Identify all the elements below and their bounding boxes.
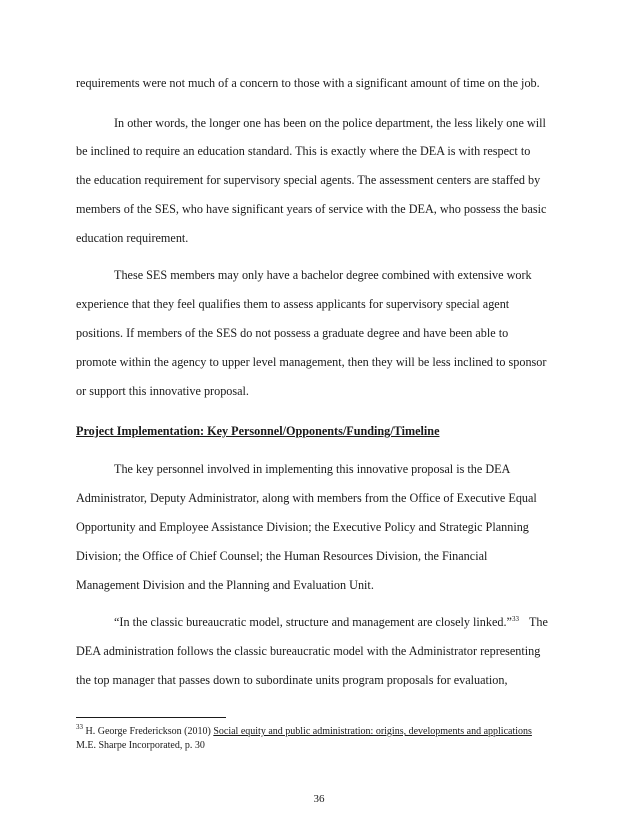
footnote-number: 33 <box>76 723 83 731</box>
body-line: be inclined to require an education standard. This is exactly where the DEA is with respect to <box>76 144 531 158</box>
body-line: members of the SES, who have significant years of service with the DEA, who possess the basic <box>76 202 547 216</box>
body-line: Opportunity and Employee Assistance Division; the Executive Policy and Strategic Planning <box>76 520 529 534</box>
body-line: experience that they feel qualifies them to assess applicants for supervisory special agent <box>76 297 510 311</box>
body-line: the top manager that passes down to subordinate units program proposals for evaluation, <box>76 673 508 687</box>
body-line: positions. If members of the SES do not possess a graduate degree and have been able to <box>76 326 509 340</box>
footnote-ref: 33 <box>511 615 519 623</box>
quote-continuation: The <box>528 615 548 629</box>
quote-line <box>114 615 548 629</box>
body-line: promote within the agency to upper level management, then they will be less inclined to sponsor <box>76 355 547 369</box>
body-line: The key personnel involved in implementing this innovative proposal is the DEA <box>114 462 511 476</box>
footnote-divider <box>76 717 226 718</box>
body-line: requirements were not much of a concern to those with a significant amount of time on the job. <box>76 76 540 90</box>
body-line: Management Division and the Planning and Evaluation Unit. <box>76 578 374 592</box>
footnote-author: H. George Frederickson (2010) <box>85 726 211 737</box>
body-line: Administrator, Deputy Administrator, along with members from the Office of Executive Equal <box>76 491 537 505</box>
body-line: DEA administration follows the classic bureaucratic model with the Administrator representing <box>76 644 541 658</box>
footnote <box>76 723 532 738</box>
body-line: These SES members may only have a bachelor degree combined with extensive work <box>114 268 532 282</box>
quote-text: “In the classic bureaucratic model, structure and management are closely linked.” <box>114 615 512 629</box>
section-heading: Project Implementation: Key Personnel/Opponents/Funding/Timeline <box>76 424 440 438</box>
footnote-title: Social equity and public administration: origins, developments and applications <box>213 726 532 737</box>
body-line: or support this innovative proposal. <box>76 384 249 398</box>
body-line: Division; the Office of Chief Counsel; the Human Resources Division, the Financial <box>76 549 488 563</box>
body-line: the education requirement for supervisory special agents. The assessment centers are staffed by <box>76 173 541 187</box>
page-number: 36 <box>313 793 325 805</box>
footnote-publisher: M.E. Sharpe Incorporated, p. 30 <box>76 740 205 751</box>
body-line: education requirement. <box>76 231 189 245</box>
body-line: In other words, the longer one has been on the police department, the less likely one will <box>114 116 546 130</box>
